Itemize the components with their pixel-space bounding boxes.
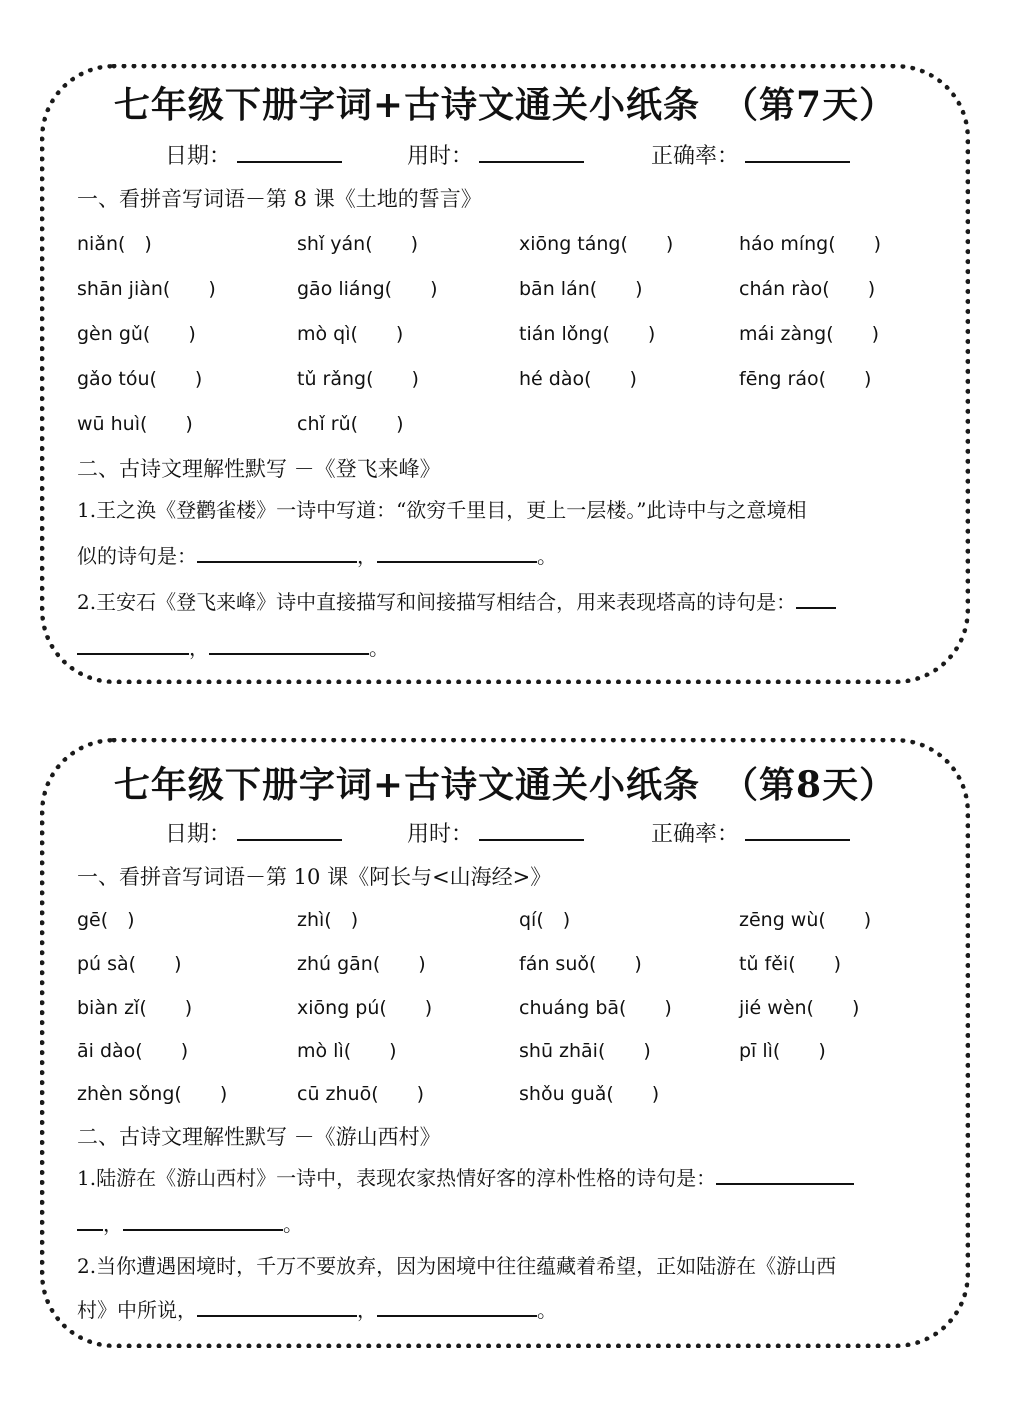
day7-q2-blank1-start[interactable] [796,589,836,609]
day8-pinyin-item: zhú gān( ) [297,953,426,975]
day8-pinyin-item: gē( ) [77,909,135,931]
day8-pinyin-item: biàn zǐ( ) [77,997,193,1019]
day7-q2-blank2[interactable] [209,635,369,655]
day7-date [165,139,342,170]
day7-accuracy-blank[interactable] [745,143,850,163]
day8-q1-comma: ， [103,1212,123,1236]
day7-pinyin-item: shān jiàn( ) [77,278,216,300]
day8-question1-line1 [77,1163,939,1193]
day7-pinyin-item: tián lǒng( ) [519,323,656,345]
day8-date-label: 日期： [165,822,232,847]
day7-date-label: 日期： [165,144,232,169]
day7-card [40,64,970,684]
day7-question2-line2 [77,633,939,663]
day8-accuracy-label: 正确率： [651,822,740,847]
day7-day-label: （第7天） [722,84,897,126]
day8-pinyin-item: fán suǒ( ) [519,953,642,975]
day7-q2-blank1-end[interactable] [77,635,189,655]
day7-pinyin-item: niǎn( ) [77,233,152,255]
day8-pinyin-item: cū zhuō( ) [297,1083,425,1105]
day8-date-blank[interactable] [237,821,342,841]
day8-pinyin-item: āi dào( ) [77,1040,189,1062]
day8-pinyin-item: pú sà( ) [77,953,182,975]
day7-question1-line1: 1.王之涣《登鹳雀楼》一诗中写道：“欲穷千里目，更上一层楼。”此诗中与之意境相 [77,498,807,522]
day7-q1-period: 。 [537,544,557,568]
day8-question2-prompt: 村》中所说， [77,1298,197,1322]
day7-pinyin-item: tǔ rǎng( ) [297,368,419,390]
day7-pinyin-item: xiōng táng( ) [519,233,674,255]
day7-date-blank[interactable] [237,143,342,163]
day8-question2-line1: 2.当你遭遇困境时，千万不要放弃，因为困境中往往蕴藏着希望，正如陆游在《游山西 [77,1254,837,1278]
day7-accuracy [651,139,850,170]
day8-pinyin-item: zhì( ) [297,909,359,931]
day7-q2-comma: ， [189,636,209,660]
day7-pinyin-item: hé dào( ) [519,368,637,390]
day7-question1-line2 [77,541,939,571]
day8-day-label: （第8天） [722,764,897,806]
day7-question1-prompt: 似的诗句是： [77,544,197,568]
day7-pinyin-item: shǐ yán( ) [297,233,419,255]
day7-title-text: 七年级下册字词+古诗文通关小纸条 [113,84,701,126]
day8-section1-heading: 一、看拼音写词语－第 10 课《阿长与<山海经>》 [77,865,552,889]
day8-pinyin-item: mò lì( ) [297,1040,397,1062]
day7-pinyin-item: mái zàng( ) [739,323,880,345]
day8-title-text: 七年级下册字词+古诗文通关小纸条 [113,764,701,806]
day8-pinyin-item: xiōng pú( ) [297,997,433,1019]
day7-question2-line1 [77,587,939,617]
day8-pinyin-item: shū zhāi( ) [519,1040,651,1062]
day7-q1-blank1[interactable] [197,543,357,563]
day8-card [40,738,970,1348]
day8-time-label: 用时： [407,822,474,847]
day8-time [407,817,584,848]
day7-pinyin-item: háo míng( ) [739,233,882,255]
day7-question2-prompt: 2.王安石《登飞来峰》诗中直接描写和间接描写相结合，用来表现塔高的诗句是： [77,590,797,614]
day8-pinyin-item: pī lì( ) [739,1040,826,1062]
day7-time-blank[interactable] [479,143,584,163]
day8-accuracy-blank[interactable] [745,821,850,841]
day8-q1-period: 。 [283,1212,303,1236]
day7-pinyin-item: chǐ rǔ( ) [297,413,404,435]
day8-q2-comma: ， [357,1298,377,1322]
day7-accuracy-label: 正确率： [651,144,740,169]
day8-q1-blank1-start[interactable] [716,1165,854,1185]
day7-q1-comma: ， [357,544,377,568]
day8-pinyin-item: chuáng bā( ) [519,997,672,1019]
day8-time-blank[interactable] [479,821,584,841]
day8-q2-blank1[interactable] [197,1297,357,1317]
day7-section2-heading: 二、古诗文理解性默写 －《登飞来峰》 [77,457,441,481]
day8-date [165,817,342,848]
day8-q1-blank2[interactable] [123,1211,283,1231]
day7-pinyin-item: gǎo tóu( ) [77,368,203,390]
day8-question1-prompt: 1.陆游在《游山西村》一诗中，表现农家热情好客的淳朴性格的诗句是： [77,1166,717,1190]
day8-pinyin-item: jié wèn( ) [739,997,860,1019]
day7-time [407,139,584,170]
day7-pinyin-item: bān lán( ) [519,278,643,300]
day8-pinyin-item: tǔ fěi( ) [739,953,842,975]
day8-pinyin-item: zēng wù( ) [739,909,872,931]
day8-accuracy [651,817,850,848]
day7-pinyin-item: wū huì( ) [77,413,193,435]
day8-pinyin-item: shǒu guǎ( ) [519,1083,660,1105]
day7-q2-period: 。 [369,636,389,660]
day7-title [45,77,965,128]
day7-pinyin-item: gèn gǔ( ) [77,323,196,345]
day7-pinyin-item: mò qì( ) [297,323,404,345]
day7-q1-blank2[interactable] [377,543,537,563]
day8-q1-blank1-end[interactable] [77,1211,103,1231]
day8-title [45,757,965,808]
day7-pinyin-item: fēng ráo( ) [739,368,872,390]
day8-pinyin-item: zhèn sǒng( ) [77,1083,228,1105]
day8-question2-line2 [77,1295,939,1325]
day8-q2-period: 。 [537,1298,557,1322]
day8-question1-line2 [77,1209,939,1239]
day7-time-label: 用时： [407,144,474,169]
day8-section2-heading: 二、古诗文理解性默写 －《游山西村》 [77,1125,441,1149]
day7-pinyin-item: gāo liáng( ) [297,278,438,300]
day7-section1-heading: 一、看拼音写词语－第 8 课《土地的誓言》 [77,187,482,211]
day8-pinyin-item: qí( ) [519,909,571,931]
day8-q2-blank2[interactable] [377,1297,537,1317]
day7-pinyin-item: chán rào( ) [739,278,876,300]
